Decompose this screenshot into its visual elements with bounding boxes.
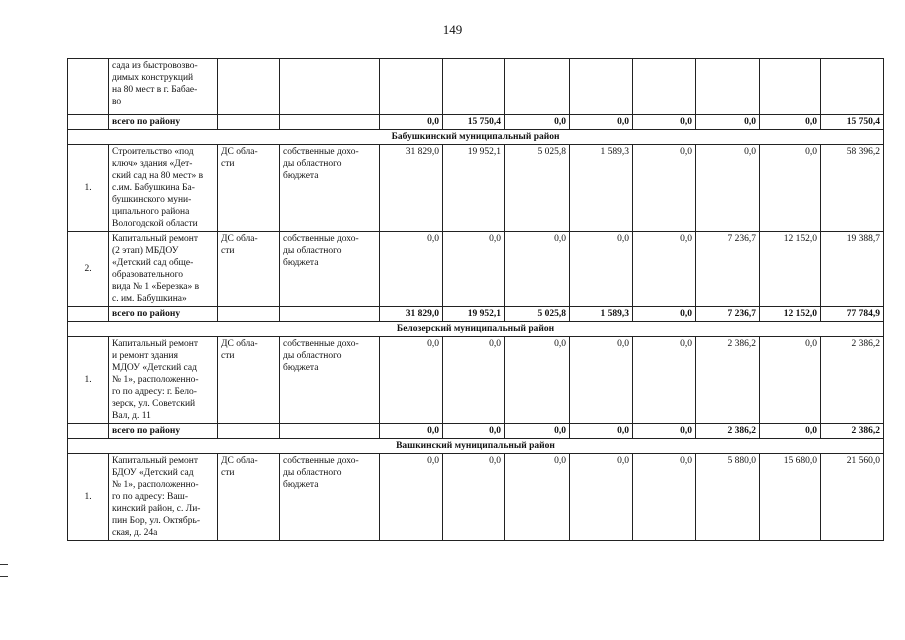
amount-value: 0,0 xyxy=(633,145,696,232)
project-name-cell xyxy=(109,454,218,541)
amount-value: 0,0 xyxy=(505,232,570,307)
project-name-line: Капитальный ремонт xyxy=(112,456,199,466)
project-name-line: ципального района xyxy=(112,207,190,217)
amount-value xyxy=(696,59,760,115)
total-value: 12 152,0 xyxy=(760,307,821,322)
amount-value: 2 386,2 xyxy=(821,337,884,424)
total-value: 0,0 xyxy=(760,424,821,439)
project-name-line: димых конструкций xyxy=(112,73,194,83)
amount-value: 0,0 xyxy=(505,337,570,424)
project-name-line: № 1», расположенно- xyxy=(112,480,199,490)
project-name-cell xyxy=(109,59,218,115)
project-name-line: Капитальный ремонт xyxy=(112,339,199,349)
project-name-line: «Детский сад обще- xyxy=(112,258,194,268)
district-header-row xyxy=(68,439,884,454)
amount-value: 0,0 xyxy=(443,454,505,541)
funding-source-line: ды областного xyxy=(283,159,342,169)
funding-source-cell xyxy=(280,115,380,130)
total-value: 0,0 xyxy=(760,115,821,130)
facility-type-cell xyxy=(218,145,280,232)
total-value: 15 750,4 xyxy=(821,115,884,130)
project-name-line: вида № 1 «Березка» в xyxy=(112,282,200,292)
facility-type-line: сти xyxy=(221,159,235,169)
project-name-line: с.им. Бабушкина Ба- xyxy=(112,183,195,193)
project-name-line: го по адресу: г. Бело- xyxy=(112,387,197,397)
total-value: 0,0 xyxy=(696,115,760,130)
amount-value: 15 680,0 xyxy=(760,454,821,541)
row-number: 1. xyxy=(68,145,109,232)
amount-value: 5 025,8 xyxy=(505,145,570,232)
funding-source-cell xyxy=(280,424,380,439)
project-name-line: с. им. Бабушкина» xyxy=(112,294,187,304)
project-name-line: го по адресу: Ваш- xyxy=(112,492,189,502)
total-label: всего по району xyxy=(109,424,218,439)
amount-value: 21 560,0 xyxy=(821,454,884,541)
amount-value xyxy=(505,59,570,115)
total-value: 0,0 xyxy=(570,115,633,130)
total-value: 0,0 xyxy=(505,424,570,439)
project-name-line: № 1», расположенно- xyxy=(112,375,199,385)
amount-value: 0,0 xyxy=(443,337,505,424)
funding-source-line: бюджета xyxy=(283,363,319,373)
facility-type-cell xyxy=(218,454,280,541)
amount-value xyxy=(760,59,821,115)
amount-value: 0,0 xyxy=(633,337,696,424)
district-header-row xyxy=(68,130,884,145)
facility-type-line: ДС обла- xyxy=(221,147,258,157)
amount-value: 0,0 xyxy=(633,232,696,307)
funding-source-cell xyxy=(280,145,380,232)
facility-type-cell xyxy=(218,115,280,130)
amount-value: 0,0 xyxy=(570,337,633,424)
district-title: Бабушкинский муниципальный район xyxy=(68,130,884,145)
district-total-row xyxy=(68,307,884,322)
total-value: 2 386,2 xyxy=(696,424,760,439)
project-name-line: (2 этап) МБДОУ xyxy=(112,246,179,256)
project-name-line: МДОУ «Детский сад xyxy=(112,363,197,373)
project-name-line: Капитальный ремонт xyxy=(112,234,199,244)
total-value: 0,0 xyxy=(633,115,696,130)
amount-value: 58 396,2 xyxy=(821,145,884,232)
total-label: всего по району xyxy=(109,115,218,130)
total-value: 2 386,2 xyxy=(821,424,884,439)
project-name-line: кинский район, с. Ли- xyxy=(112,504,201,514)
project-name-cell xyxy=(109,145,218,232)
amount-value: 31 829,0 xyxy=(380,145,443,232)
district-total-row xyxy=(68,424,884,439)
funding-source-line: бюджета xyxy=(283,171,319,181)
funding-source-line: ды областного xyxy=(283,468,342,478)
project-name-line: ский сад на 80 мест» в xyxy=(112,171,204,181)
total-value: 15 750,4 xyxy=(443,115,505,130)
funding-source-cell xyxy=(280,59,380,115)
funding-source-cell xyxy=(280,307,380,322)
project-row xyxy=(68,59,884,115)
funding-source-line: ды областного xyxy=(283,351,342,361)
project-name-line: сада из быстровозво- xyxy=(112,61,198,71)
project-name-line: образовательного xyxy=(112,270,184,280)
project-name-line: бушкинского муни- xyxy=(112,195,192,205)
project-name-line: ская, д. 24а xyxy=(112,528,158,538)
row-number: 1. xyxy=(68,337,109,424)
project-name-line: на 80 мест в г. Бабае- xyxy=(112,85,198,95)
amount-value xyxy=(633,59,696,115)
amount-value: 7 236,7 xyxy=(696,232,760,307)
facility-type-line: сти xyxy=(221,246,235,256)
project-name-line: зерск, ул. Советский xyxy=(112,399,196,409)
project-name-line: и ремонт здания xyxy=(112,351,178,361)
amount-value: 12 152,0 xyxy=(760,232,821,307)
project-row xyxy=(68,454,884,541)
table-body xyxy=(68,59,884,541)
amount-value xyxy=(443,59,505,115)
row-number xyxy=(68,59,109,115)
amount-value: 5 880,0 xyxy=(696,454,760,541)
amount-value: 0,0 xyxy=(696,145,760,232)
facility-type-cell xyxy=(218,232,280,307)
amount-value: 0,0 xyxy=(633,454,696,541)
district-title: Белозерский муниципальный район xyxy=(68,322,884,337)
amount-value: 0,0 xyxy=(760,337,821,424)
total-value: 5 025,8 xyxy=(505,307,570,322)
row-number: 1. xyxy=(68,454,109,541)
amount-value: 0,0 xyxy=(505,454,570,541)
facility-type-line: сти xyxy=(221,468,235,478)
amount-value: 2 386,2 xyxy=(696,337,760,424)
amount-value: 0,0 xyxy=(570,232,633,307)
total-value: 77 784,9 xyxy=(821,307,884,322)
project-name-line: БДОУ «Детский сад xyxy=(112,468,194,478)
project-name-line: пин Бор, ул. Октябрь- xyxy=(112,516,200,526)
row-number-cell xyxy=(68,115,109,130)
amount-value: 0,0 xyxy=(760,145,821,232)
facility-type-cell xyxy=(218,59,280,115)
project-row xyxy=(68,232,884,307)
facility-type-line: ДС обла- xyxy=(221,339,258,349)
scan-margin-marks xyxy=(0,564,8,588)
total-value: 1 589,3 xyxy=(570,307,633,322)
total-value: 0,0 xyxy=(570,424,633,439)
amount-value: 19 388,7 xyxy=(821,232,884,307)
funding-source-line: собственные дохо- xyxy=(283,456,359,466)
total-value: 31 829,0 xyxy=(380,307,443,322)
project-name-line: Вологодской области xyxy=(112,219,198,229)
total-value: 19 952,1 xyxy=(443,307,505,322)
total-value: 7 236,7 xyxy=(696,307,760,322)
facility-type-line: сти xyxy=(221,351,235,361)
total-value: 0,0 xyxy=(633,307,696,322)
district-total-row xyxy=(68,115,884,130)
total-value: 0,0 xyxy=(443,424,505,439)
funding-source-cell xyxy=(280,454,380,541)
row-number-cell xyxy=(68,307,109,322)
total-value: 0,0 xyxy=(505,115,570,130)
funding-source-line: бюджета xyxy=(283,480,319,490)
row-number-cell xyxy=(68,424,109,439)
facility-type-cell xyxy=(218,424,280,439)
amount-value xyxy=(380,59,443,115)
funding-source-line: собственные дохо- xyxy=(283,147,359,157)
page-number: 149 xyxy=(442,22,463,37)
funding-source-line: собственные дохо- xyxy=(283,234,359,244)
district-title: Вашкинский муниципальный район xyxy=(68,439,884,454)
district-header-row xyxy=(68,322,884,337)
total-value: 0,0 xyxy=(380,115,443,130)
funding-source-cell xyxy=(280,337,380,424)
amount-value: 1 589,3 xyxy=(570,145,633,232)
project-row xyxy=(68,145,884,232)
row-number: 2. xyxy=(68,232,109,307)
funding-source-line: бюджета xyxy=(283,258,319,268)
budget-table xyxy=(67,58,884,541)
project-name-line: ключ» здания «Дет- xyxy=(112,159,193,169)
amount-value: 0,0 xyxy=(443,232,505,307)
facility-type-line: ДС обла- xyxy=(221,234,258,244)
facility-type-cell xyxy=(218,307,280,322)
project-name-line: Вал, д. 11 xyxy=(112,411,151,421)
total-value: 0,0 xyxy=(633,424,696,439)
facility-type-cell xyxy=(218,337,280,424)
amount-value: 0,0 xyxy=(380,454,443,541)
funding-source-line: собственные дохо- xyxy=(283,339,359,349)
amount-value: 0,0 xyxy=(570,454,633,541)
amount-value xyxy=(570,59,633,115)
project-name-cell xyxy=(109,337,218,424)
facility-type-line: ДС обла- xyxy=(221,456,258,466)
project-row xyxy=(68,337,884,424)
total-label: всего по району xyxy=(109,307,218,322)
funding-source-line: ды областного xyxy=(283,246,342,256)
amount-value: 19 952,1 xyxy=(443,145,505,232)
project-name-line: во xyxy=(112,97,122,107)
amount-value: 0,0 xyxy=(380,337,443,424)
funding-source-cell xyxy=(280,232,380,307)
amount-value: 0,0 xyxy=(380,232,443,307)
total-value: 0,0 xyxy=(380,424,443,439)
project-name-line: Строительство «под xyxy=(112,147,194,157)
project-name-cell xyxy=(109,232,218,307)
amount-value xyxy=(821,59,884,115)
